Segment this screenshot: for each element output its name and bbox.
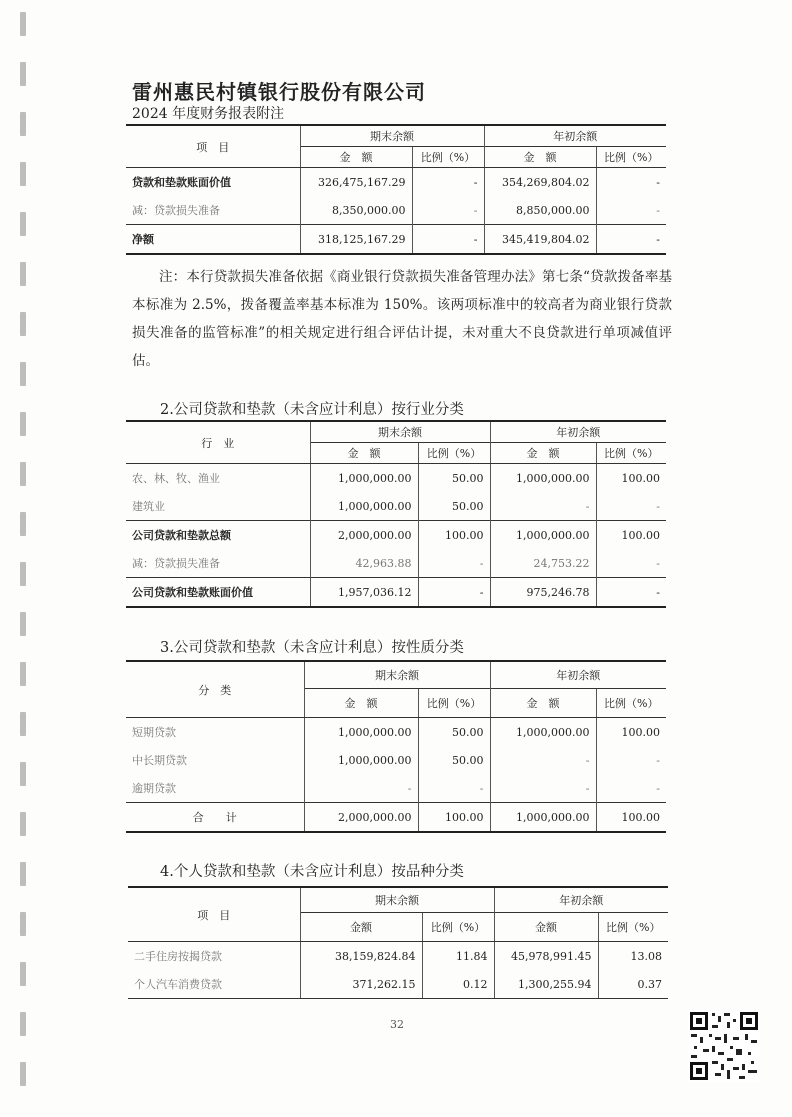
table-row bbox=[126, 168, 666, 197]
table-row bbox=[126, 803, 666, 833]
col-header-period-begin: 年初余额 bbox=[484, 125, 666, 147]
cell-amount-end: 371,262.15 bbox=[300, 970, 422, 999]
col-header-amount: 金 额 bbox=[490, 689, 596, 718]
company-name: 雷州惠民村镇银行股份有限公司 bbox=[132, 80, 426, 104]
qr-code-icon bbox=[688, 1010, 760, 1082]
section-4-title: 4.个人贷款和垫款（未含应计利息）按品种分类 bbox=[160, 864, 464, 880]
cell-ratio-begin: 100.00 bbox=[596, 521, 666, 550]
cell-ratio-begin: - bbox=[596, 492, 666, 521]
cell-ratio-begin: 0.37 bbox=[598, 970, 668, 999]
cell-ratio-end: 50.00 bbox=[418, 464, 490, 493]
col-header-period-begin: 年初余额 bbox=[490, 661, 666, 689]
col-header-ratio: 比例（%） bbox=[596, 147, 666, 168]
cell-ratio-end: - bbox=[412, 196, 484, 225]
row-label: 短期贷款 bbox=[132, 726, 176, 739]
cell-amount-begin: 1,000,000.00 bbox=[490, 803, 596, 833]
page-number: 32 bbox=[390, 1018, 404, 1031]
col-header-period-end: 期末余额 bbox=[300, 125, 484, 147]
cell-ratio-end: 11.84 bbox=[422, 942, 494, 971]
col-header-ratio: 比例（%） bbox=[596, 689, 666, 718]
table-row bbox=[126, 549, 666, 578]
cell-amount-begin: 1,000,000.00 bbox=[490, 718, 596, 747]
table-row bbox=[126, 578, 666, 608]
table-row bbox=[126, 492, 666, 521]
loan-book-value-table bbox=[126, 124, 666, 255]
col-header-period-end: 期末余额 bbox=[304, 661, 490, 689]
note-paragraph: 注：本行贷款损失准备依据《商业银行贷款损失准备管理办法》第七条“贷款拨备率基本标准为 2.5%，拨备覆盖率基本标准为 150%。该两项标准中的较高者为商业银行贷款损失准备的监管标准”的相关规定进行组合评估计提，未对重大不良贷款进行单项减值评估。 bbox=[132, 269, 672, 369]
cell-amount-begin: 1,000,000.00 bbox=[490, 464, 596, 493]
col-header-period-end: 期末余额 bbox=[300, 887, 494, 913]
col-header-period-end: 期末余额 bbox=[310, 421, 490, 443]
cell-amount-begin: 24,753.22 bbox=[490, 549, 596, 578]
col-header-period-begin: 年初余额 bbox=[490, 421, 666, 443]
cell-ratio-end: 0.12 bbox=[422, 970, 494, 999]
cell-ratio-begin: - bbox=[596, 774, 666, 803]
col-header-period-begin: 年初余额 bbox=[494, 887, 668, 913]
col-header-item: 分 类 bbox=[126, 661, 304, 718]
cell-amount-begin: 1,000,000.00 bbox=[490, 521, 596, 550]
cell-ratio-begin: 100.00 bbox=[596, 718, 666, 747]
col-header-amount: 金 额 bbox=[310, 443, 418, 464]
cell-amount-end: 42,963.88 bbox=[310, 549, 418, 578]
cell-amount-begin: 354,269,804.02 bbox=[484, 168, 596, 197]
table-row bbox=[126, 521, 666, 550]
cell-ratio-begin: 13.08 bbox=[598, 942, 668, 971]
row-label: 农、林、牧、渔业 bbox=[132, 472, 220, 485]
col-header-item: 项 目 bbox=[126, 125, 300, 168]
row-label: 建筑业 bbox=[132, 500, 165, 513]
cell-ratio-begin: 100.00 bbox=[596, 464, 666, 493]
cell-ratio-end: 50.00 bbox=[418, 746, 490, 774]
col-header-ratio: 比例（%） bbox=[418, 689, 490, 718]
cell-ratio-end: - bbox=[412, 225, 484, 255]
col-header-amount: 金额 bbox=[494, 913, 598, 942]
row-label: 公司贷款和垫款账面价值 bbox=[126, 578, 310, 608]
cell-amount-begin: 1,300,255.94 bbox=[494, 970, 598, 999]
cell-ratio-begin: - bbox=[596, 578, 666, 608]
personal-loans-by-product-table bbox=[128, 886, 668, 999]
cell-amount-end: 2,000,000.00 bbox=[310, 521, 418, 550]
cell-amount-begin: - bbox=[490, 492, 596, 521]
cell-amount-begin: 8,850,000.00 bbox=[484, 196, 596, 225]
table-row bbox=[126, 746, 666, 774]
cell-ratio-end: 100.00 bbox=[418, 803, 490, 833]
cell-amount-begin: 975,246.78 bbox=[490, 578, 596, 608]
cell-ratio-end: - bbox=[418, 549, 490, 578]
cell-ratio-end: - bbox=[418, 578, 490, 608]
col-header-ratio: 比例（%） bbox=[598, 913, 668, 942]
col-header-ratio: 比例（%） bbox=[412, 147, 484, 168]
row-label: 净额 bbox=[126, 225, 300, 255]
table-row bbox=[126, 196, 666, 225]
col-header-item: 行 业 bbox=[126, 421, 310, 464]
cell-amount-end: - bbox=[304, 774, 418, 803]
row-label: 减：贷款损失准备 bbox=[132, 204, 220, 217]
cell-amount-end: 1,000,000.00 bbox=[310, 464, 418, 493]
table-row bbox=[126, 225, 666, 255]
row-label: 合 计 bbox=[126, 803, 304, 833]
cell-amount-end: 1,000,000.00 bbox=[310, 492, 418, 521]
row-label: 个人汽车消费贷款 bbox=[128, 970, 300, 999]
cell-amount-end: 1,000,000.00 bbox=[304, 718, 418, 747]
table-row bbox=[126, 464, 666, 493]
cell-amount-begin: - bbox=[490, 746, 596, 774]
col-header-ratio: 比例（%） bbox=[596, 443, 666, 464]
cell-ratio-begin: - bbox=[596, 746, 666, 774]
cell-amount-end: 326,475,167.29 bbox=[300, 168, 412, 197]
cell-ratio-begin: - bbox=[596, 225, 666, 255]
col-header-amount: 金 额 bbox=[300, 147, 412, 168]
cell-ratio-begin: - bbox=[596, 168, 666, 197]
cell-amount-end: 2,000,000.00 bbox=[304, 803, 418, 833]
col-header-ratio: 比例（%） bbox=[418, 443, 490, 464]
col-header-amount: 金 额 bbox=[484, 147, 596, 168]
row-label: 减：贷款损失准备 bbox=[132, 557, 220, 570]
table-row bbox=[128, 942, 668, 971]
section-3-title: 3.公司贷款和垫款（未含应计利息）按性质分类 bbox=[160, 640, 464, 656]
row-label: 逾期贷款 bbox=[132, 782, 176, 795]
section-2-title: 2.公司贷款和垫款（未含应计利息）按行业分类 bbox=[160, 402, 464, 418]
cell-amount-end: 1,000,000.00 bbox=[304, 746, 418, 774]
cell-amount-end: 1,957,036.12 bbox=[310, 578, 418, 608]
table-row bbox=[126, 774, 666, 803]
cell-amount-end: 8,350,000.00 bbox=[300, 196, 412, 225]
row-label: 贷款和垫款账面价值 bbox=[132, 176, 231, 189]
col-header-amount: 金 额 bbox=[490, 443, 596, 464]
cell-ratio-begin: - bbox=[596, 549, 666, 578]
cell-ratio-end: 50.00 bbox=[418, 492, 490, 521]
col-header-item: 项 目 bbox=[128, 887, 300, 942]
row-label: 中长期贷款 bbox=[132, 754, 187, 767]
col-header-amount: 金额 bbox=[300, 913, 422, 942]
cell-amount-end: 318,125,167.29 bbox=[300, 225, 412, 255]
table-row bbox=[126, 718, 666, 747]
cell-ratio-end: - bbox=[412, 168, 484, 197]
cell-ratio-end: - bbox=[418, 774, 490, 803]
cell-ratio-begin: - bbox=[596, 196, 666, 225]
cell-amount-begin: 345,419,804.02 bbox=[484, 225, 596, 255]
cell-amount-end: 38,159,824.84 bbox=[300, 942, 422, 971]
cell-ratio-begin: 100.00 bbox=[596, 803, 666, 833]
table-row bbox=[128, 970, 668, 999]
cell-amount-begin: 45,978,991.45 bbox=[494, 942, 598, 971]
corporate-loans-by-industry-table bbox=[126, 420, 666, 608]
row-label: 公司贷款和垫款总额 bbox=[126, 521, 310, 550]
cell-ratio-end: 100.00 bbox=[418, 521, 490, 550]
corporate-loans-by-nature-table bbox=[126, 660, 666, 833]
cell-ratio-end: 50.00 bbox=[418, 718, 490, 747]
col-header-ratio: 比例（%） bbox=[422, 913, 494, 942]
col-header-amount: 金 额 bbox=[304, 689, 418, 718]
cell-amount-begin: - bbox=[490, 774, 596, 803]
row-label: 二手住房按揭贷款 bbox=[134, 950, 222, 963]
report-subtitle: 2024 年度财务报表附注 bbox=[132, 106, 285, 122]
